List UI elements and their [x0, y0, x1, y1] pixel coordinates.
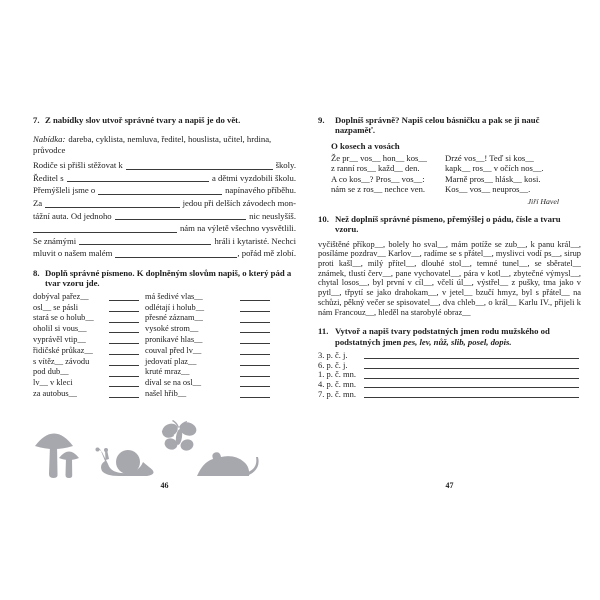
phrase-left: osl__ se pásli	[33, 302, 79, 312]
fill-in-line	[33, 172, 296, 185]
phrase-left: řidičské průkaz__	[33, 345, 93, 355]
phrase-right: kruté mraz__	[145, 367, 190, 377]
line-text: jedou při delších závodech mon-	[182, 198, 296, 208]
phrase-left: vyprávěl vtip__	[33, 334, 86, 344]
phrase-right: pronikavé hlas__	[145, 334, 203, 344]
poem-line: Kos__ vos__ neupros__.	[445, 184, 531, 195]
pair-row	[33, 389, 296, 400]
fill-in-line	[33, 210, 296, 223]
poem-line: Drzé vos__! Teď si kos__	[445, 152, 534, 163]
exercise-9-title: Doplníš správně? Napiš celou básničku a pak se ji nauč nazpaměť.	[335, 115, 540, 136]
exercise-7-title: Z nabídky slov utvoř správné tvary a napiš je do vět.	[45, 115, 241, 125]
poem-line: A co kos__? Pros__ vos__:	[331, 173, 425, 184]
answer-blank	[67, 181, 209, 182]
answer-blank	[126, 169, 273, 170]
exercise-10-number: 10.	[318, 213, 329, 224]
answer-blank	[109, 365, 139, 366]
butterfly-icon	[159, 420, 199, 454]
answer-blank	[79, 244, 211, 245]
fill-in-line	[33, 222, 296, 235]
phrase-left: lv__ v kleci	[33, 378, 73, 388]
word-bank-words: dareba, cyklista, nemluva, ředitel, houslista, učitel, hrdina, průvodce	[33, 134, 272, 155]
line-text: Se známými	[33, 235, 77, 246]
word-bank	[33, 134, 296, 155]
exercise-8-rows	[33, 292, 296, 400]
phrase-right: přesné záznam__	[145, 313, 203, 323]
exercise-7-number: 7.	[33, 115, 40, 125]
pair-row	[33, 378, 296, 389]
line-text: tážní auta. Od jednoho	[33, 210, 112, 221]
line-text: školy.	[275, 160, 296, 171]
answer-blank	[240, 322, 270, 323]
phrase-right: díval se na osl__	[145, 378, 202, 388]
phrase-left: pod dub__	[33, 367, 69, 377]
right-page	[318, 112, 581, 504]
case-row	[318, 351, 581, 361]
phrase-right: jedovatí plaz__	[145, 356, 197, 366]
poem-stanza-left	[331, 153, 445, 195]
phrase-right: couval před lv__	[145, 345, 202, 355]
answer-blank	[364, 368, 579, 369]
snail-icon	[91, 447, 159, 479]
line-text: nám na výletě všechno vysvětlili.	[179, 223, 296, 234]
mushroom-icon	[33, 425, 81, 481]
pair-row	[33, 357, 296, 368]
answer-blank	[109, 376, 139, 377]
pair-row	[33, 303, 296, 314]
answer-blank	[109, 332, 139, 333]
case-label: 3. p. č. j.	[318, 350, 348, 361]
answer-blank	[240, 397, 270, 398]
phrase-left: s vítěz__ závodu	[33, 356, 90, 366]
exercise-7-lines	[33, 159, 296, 260]
poem-line: Že pr__ vos__ hon__ kos__	[331, 152, 427, 163]
answer-blank	[240, 376, 270, 377]
line-text: Přemýšleli jsme o	[33, 185, 96, 196]
phrase-right: odlétají i holub__	[145, 302, 205, 312]
line-text: nic neuslyšíš.	[249, 210, 296, 221]
poem-line: nám se z ros__ nechce ven.	[331, 184, 426, 195]
page-number-left: 46	[160, 481, 169, 490]
answer-blank	[109, 311, 139, 312]
exercise-11-title-plain: Vytvoř a napiš tvary podstatných jmen rodu mužského od podstatných jmen	[335, 326, 550, 347]
poem	[331, 153, 581, 195]
fill-in-line	[33, 184, 296, 197]
phrase-right: vysoké strom__	[145, 324, 199, 334]
fill-in-line	[33, 247, 296, 260]
answer-blank	[364, 378, 579, 379]
case-row	[318, 390, 581, 400]
phrase-left: oholil si vous__	[33, 324, 87, 334]
answer-blank	[240, 354, 270, 355]
case-label: 4. p. č. mn.	[318, 379, 357, 390]
line-text: Ředitel s	[33, 172, 64, 183]
exercise-10-heading	[318, 214, 581, 235]
line-text: Rodiče si přišli stěžovat k	[33, 160, 123, 171]
exercise-8-heading	[33, 268, 296, 289]
exercise-9-heading	[318, 112, 581, 136]
answer-blank	[115, 257, 237, 258]
line-text: Za	[33, 198, 43, 208]
poem-line: Marně pros__ hlásk__ kosi.	[445, 173, 541, 184]
illustrations	[33, 415, 273, 490]
case-row	[318, 380, 581, 390]
answer-blank	[364, 358, 579, 359]
answer-blank	[45, 207, 179, 208]
fill-in-line	[33, 159, 296, 172]
poem-title: O kosech a vosách	[331, 140, 400, 151]
poem-line: kapk__ ros__ v očích nos__.	[445, 163, 544, 174]
exercise-11-title-words: pes, lev, nůž, slib, posel, dopis.	[403, 336, 512, 347]
exercise-10-title: Než doplníš správné písmeno, přemýšlej o pádu, čísle a tvaru vzoru.	[335, 213, 561, 235]
phrase-left: stará se o holub__	[33, 313, 94, 323]
answer-blank	[33, 232, 177, 233]
exercise-11-number: 11.	[318, 326, 329, 337]
answer-blank	[240, 386, 270, 387]
case-row	[318, 370, 581, 380]
exercise-11-heading	[318, 326, 581, 347]
answer-blank	[109, 322, 139, 323]
pair-row	[33, 313, 296, 324]
answer-blank	[240, 311, 270, 312]
answer-blank	[109, 300, 139, 301]
exercise-8-title: Doplň správné písmeno. K doplněným slovům napiš, o který pád a tvar vzoru jde.	[45, 267, 292, 289]
pair-row	[33, 292, 296, 303]
answer-blank	[240, 365, 270, 366]
exercise-8-number: 8.	[33, 267, 40, 278]
phrase-left: za autobus__	[33, 388, 77, 398]
line-text: napínavého příběhu.	[225, 185, 296, 196]
answer-blank	[109, 386, 139, 387]
case-row	[318, 361, 581, 371]
poem-stanza-right	[445, 153, 559, 195]
mouse-icon	[195, 450, 261, 480]
pair-row	[33, 324, 296, 335]
answer-blank	[98, 194, 222, 195]
exercise-10-text: vyčištěné příkop__, bolely ho sval__, mám potíže se zub__, k panu král__, posíláme pozdrav__ Karlov__, radíme se s přátel__, myslivci vodí ps__, sirup proti kašl__, milý přítel__, dlouhé stol__, temné tunel__, se sběratel__ známek, tlustí červ__, pane vychovatel__, pára v kotl__, zbytečné výmysl__, chytal losos__, byl první v cíl__, včelí úl__, výstřel__ z pušky, tma jako v pytl__, třpytí se jako drahokam__, v jetel__ bzučí hmyz, byl s přátel__ na schůzi, pěkný večer se spisovatel__, dva chleb__, o král__ Karlu IV., přijeli k nám Francouz__, hleděl na starobylé obraz__	[318, 239, 581, 317]
left-page	[33, 112, 296, 504]
poem-line: z ranní ros__ každ__ den.	[331, 163, 420, 174]
answer-blank	[109, 343, 139, 344]
exercise-11-title	[335, 326, 581, 347]
answer-blank	[364, 387, 579, 388]
answer-blank	[109, 354, 139, 355]
poem-author: Jiří Havel	[527, 196, 559, 206]
answer-blank	[109, 397, 139, 398]
answer-blank	[240, 300, 270, 301]
fill-in-line	[33, 235, 296, 248]
answer-blank	[115, 219, 247, 220]
pair-row	[33, 335, 296, 346]
phrase-left: dobýval pařez__	[33, 291, 89, 301]
pair-row	[33, 346, 296, 357]
line-text: , pořád mě zlobí.	[237, 248, 296, 259]
answer-blank	[240, 343, 270, 344]
line-text: mluvit o našem malém	[33, 248, 113, 259]
pair-row	[33, 367, 296, 378]
phrase-right: má šedivé vlas__	[145, 291, 203, 301]
case-label: 7. p. č. mn.	[318, 388, 357, 399]
line-text: hráli i kytaristé. Nechci	[214, 235, 296, 246]
case-label: 1. p. č. mn.	[318, 369, 357, 380]
exercise-9-number: 9.	[318, 115, 325, 125]
line-text: a dětmi vyzdobili školu.	[212, 172, 296, 183]
fill-in-line	[33, 197, 296, 210]
case-label: 6. p. č. j.	[318, 359, 348, 370]
answer-blank	[240, 332, 270, 333]
word-bank-label: Nabídka:	[33, 134, 66, 145]
answer-blank	[364, 397, 579, 398]
exercise-7-heading	[33, 112, 296, 125]
phrase-right: našel hřib__	[145, 388, 187, 398]
exercise-11-rows	[318, 351, 581, 400]
page-number-right: 47	[445, 481, 454, 490]
